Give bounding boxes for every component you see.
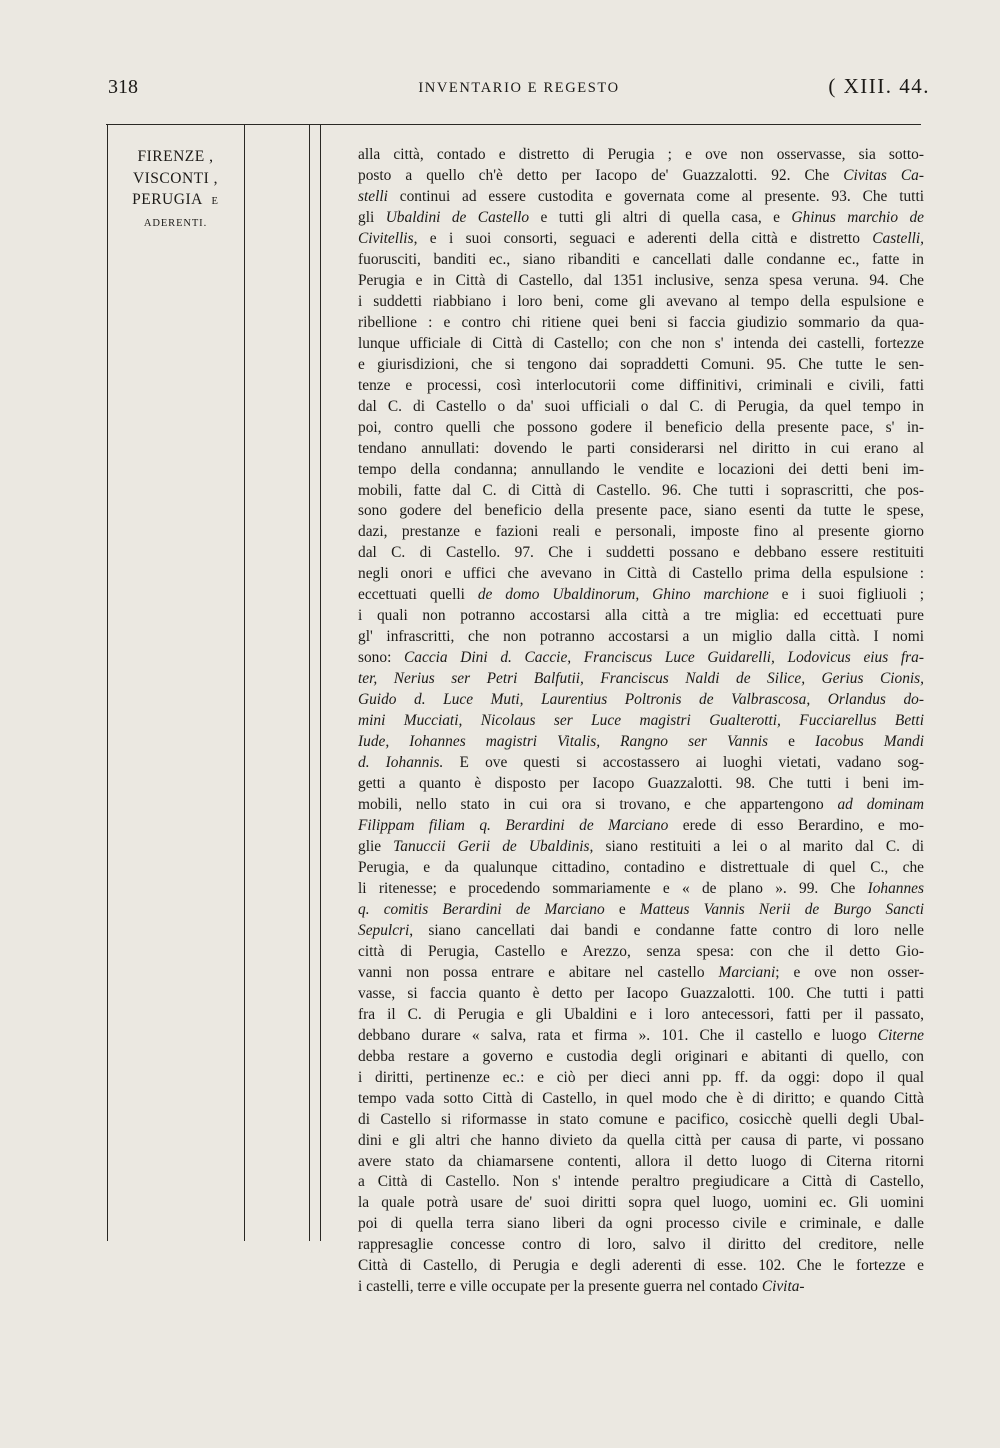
- text-line: li ritenesse; e procedendo sommariamente e « de plano ». 99. Che Iohannes: [358, 879, 924, 897]
- italic-text: Filippam filiam q. Berardini de Marciano: [358, 817, 669, 834]
- text-line: avere stato da chiamarsene contenti, allora il detto luogo di Citerna ritorni: [358, 1152, 924, 1170]
- text-line: a Città di Castello. Non s' intende peraltro pregiudicare a Città di Castello,: [358, 1173, 924, 1191]
- text-line: gli Ubaldini de Castello e tutti gli altri di quella casa, e Ghinus marchio de: [358, 208, 924, 226]
- text-line: fuorusciti, banditi ec., siano ribanditi e cancellati dalle condanne ec., fatte in: [358, 250, 924, 268]
- text-line: eccettuati quelli de domo Ubaldinorum, Ghino marchione e i suoi figliuoli ;: [358, 586, 924, 604]
- italic-text: Iacobus Mandi: [815, 733, 924, 751]
- italic-text: Citerne: [877, 1026, 924, 1044]
- left-column-rule: [107, 124, 108, 1241]
- text-line: di Castello si riformasse in stato comune e pacifico, cosicchè quelli degli Ubal-: [358, 1110, 924, 1128]
- text-line: i quali non potranno accostarsi alla città a tre miglia: ed eccettuati pure: [358, 607, 924, 625]
- text-line: q. comitis Berardini de Marciano e Matteus Vannis Nerii de Burgo Sancti: [358, 900, 925, 918]
- italic-text: Ubaldini de Castello: [385, 208, 530, 226]
- margin-heading-line: VISCONTI ,: [132, 169, 219, 187]
- margin-heading-line: FIRENZE ,: [137, 148, 214, 165]
- italic-text: stelli: [358, 187, 388, 205]
- header-rule: [106, 124, 921, 125]
- margin-heading: [107, 146, 244, 234]
- page-number: 318: [108, 76, 138, 98]
- margin-heading-line: [107, 189, 244, 213]
- text-line: Città di Castello, di Perugia e degli aderenti di esse. 102. Che le fortezze e: [358, 1257, 924, 1275]
- text-line: poi di quella terra siano liberi da ogni processo civile e criminale, e dalle: [358, 1215, 924, 1233]
- text-line: sono godere del beneficio della presente pace, siano esenti da tutte le spese,: [358, 502, 924, 520]
- margin-heading-word: PERUGIA: [132, 191, 203, 208]
- section-reference: ( XIII. 44.: [828, 74, 930, 98]
- text-line: [358, 711, 924, 732]
- page-header: [108, 74, 930, 106]
- text-line: sono: Caccia Dini d. Caccie, Franciscus Luce Guidarelli, Lodovicus eius fra-: [358, 649, 924, 667]
- margin-heading-line: ADERENTI.: [143, 217, 208, 229]
- body-text: [358, 145, 924, 1298]
- text-line: Iude, Iohannes magistri Vitalis, Rangno ser Vannis e Iacobus Mandi: [358, 733, 924, 751]
- text-line: mobili, nello stato in cui ora si trovano, e che appartengono ad dominam: [358, 796, 924, 814]
- text-line: i suddetti riabbiano i loro beni, come gli avevano al tempo della espulsione e: [358, 292, 924, 310]
- italic-text: Marciani: [718, 963, 776, 981]
- text-line: Filippam filiam q. Berardini de Marciano erede di esso Berardino, e mo-: [358, 817, 924, 834]
- italic-text: Civitas Ca-: [843, 166, 924, 184]
- text-line: la quale potrà usare de' suoi diritti sopra quel luogo, uomini ec. Gli uomini: [358, 1194, 924, 1212]
- text-line: dal C. di Castello o da' suoi ufficiali o dal C. di Perugia, da quel tempo in: [358, 397, 924, 415]
- running-title: INVENTARIO E REGESTO: [418, 80, 620, 96]
- italic-text: Guido d. Luce Muti, Laurentius Poltronis de Valbrascosa, Orlandus do-: [358, 691, 924, 709]
- text-line: Civitellis, e i suoi consorti, seguaci e aderenti della città e distretto Castelli,: [358, 229, 924, 247]
- text-line: tempo vada sotto Città di Castello, in quel modo che è di diritto; e quando Città: [358, 1089, 924, 1107]
- column-rule: [309, 124, 310, 1241]
- text-line: lunque ufficiale di Città di Castello; con che non s' intenda dei castelli, fortezze: [358, 334, 924, 352]
- text-line: posto a quello ch'è detto per Iacopo de' Guazzalotti. 92. Che Civitas Ca-: [358, 166, 924, 184]
- text-line: tenze e processi, così interlocutorii come diffinitivi, criminali e civili, fatti: [358, 376, 924, 394]
- text-line: Sepulcri, siano cancellati dai bandi e condanne fatte contro di loro nelle: [358, 921, 924, 939]
- text-line: [358, 690, 924, 711]
- text-line: dazi, prestanze e fazioni reali e personali, imposte fino al presente giorno: [358, 523, 924, 541]
- text-line: alla città, contado e distretto di Perugia ; e ove non osservasse, sia sotto-: [358, 146, 924, 163]
- text-line: gl' infrascritti, che non potranno accostarsi a un miglio dalla città. I nomi: [358, 628, 924, 646]
- text-line: glie Tanuccii Gerii de Ubaldinis, siano restituiti a lei o al marito dal C. di: [358, 837, 924, 855]
- column-rule: [320, 124, 321, 1241]
- text-line: Perugia, e da qualunque cittadino, contadino e distrettuale di quel C., che: [358, 858, 924, 876]
- text-line: debba restare a governo e custodia degli originari e abitanti di quello, con: [358, 1047, 924, 1065]
- italic-text: Civita-: [761, 1278, 805, 1296]
- italic-text: Castelli,: [872, 229, 924, 247]
- text-line: vanni non possa entrare e abitare nel castello Marciani; e ove non osser-: [358, 963, 924, 981]
- text-line: poi, contro quelli che possono godere il beneficio della presente pace, s' in-: [358, 418, 924, 436]
- text-line: i diritti, pertinenze ec.: e ciò per dieci anni pp. ff. da oggi: dopo il qual: [358, 1068, 924, 1086]
- text-line: mobili, fatte dal C. di Città di Castello. 96. Che tutti i soprascritti, che pos-: [358, 481, 924, 499]
- column-rule: [244, 124, 245, 1241]
- italic-text: Civitellis: [358, 229, 414, 247]
- italic-text: Tanuccii Gerii de Ubaldinis,: [393, 837, 594, 855]
- italic-text: de domo Ubaldinorum, Ghino marchione: [477, 586, 769, 604]
- text-line: negli onori e uffici che avevano in Città di Castello prima della espulsione :: [358, 565, 924, 583]
- text-line: Perugia e in Città di Castello, dal 1351 inclusive, senza spesa veruna. 94. Che: [358, 271, 924, 289]
- italic-text: ad dominam: [837, 796, 924, 814]
- italic-text: q. comitis Berardini de Marciano: [358, 900, 605, 918]
- italic-text: Sepulcri: [358, 921, 410, 939]
- text-line: vasse, si faccia quanto è detto per Iacopo Guazzalotti. 100. Che tutti i patti: [358, 984, 924, 1002]
- text-line: d. Iohannis. E ove questi si accostassero ai luoghi vietati, vadano sog-: [358, 754, 925, 772]
- text-line: tempo della condanna; annullando le vendite e locazioni dei detti beni im-: [358, 460, 924, 478]
- text-line: [358, 669, 924, 690]
- text-line: tendano annullati: dovendo le parti considerarsi nel diritto in cui erano al: [358, 439, 924, 457]
- italic-text: Ghinus marchio de: [791, 208, 924, 226]
- italic-text: Caccia Dini d. Caccie, Franciscus Luce Guidarelli, Lodovicus eius fra-: [404, 649, 924, 667]
- text-line: città di Perugia, Castello e Arezzo, senza spesa: con che il detto Gio-: [358, 942, 924, 960]
- text-line: fra il C. di Perugia e gli Ubaldini e i loro antecessori, fatti per il passato,: [358, 1005, 924, 1023]
- italic-text: Matteus Vannis Nerii de Burgo Sancti: [639, 900, 925, 918]
- text-line: stelli continui ad essere custodita e governata come al presente. 93. Che tutti: [358, 187, 924, 205]
- text-line: i castelli, terre e ville occupate per la presente guerra nel contado Civita-: [358, 1278, 805, 1296]
- italic-text: Iude, Iohannes magistri Vitalis, Rangno ser Vannis: [358, 733, 769, 751]
- italic-text: ter, Nerius ser Petri Balfutii, Franciscus Naldi de Silice, Gerius Cionis,: [358, 670, 924, 688]
- text-line: dini e gli altri che hanno divieto da quella città per causa di parte, vi possano: [358, 1131, 924, 1149]
- text-line: e giurisdizioni, che si tengono dai sopraddetti Comuni. 95. Che tutte le sen-: [358, 355, 924, 373]
- italic-text: mini Mucciati, Nicolaus ser Luce magistri Gualterotti, Fucciarellus Betti: [358, 712, 924, 730]
- text-line: debbano durare « salva, rata et firma ». 101. Che il castello e luogo Citerne: [358, 1026, 924, 1044]
- italic-text: Iohannes: [867, 879, 924, 897]
- italic-text: d. Iohannis.: [358, 754, 444, 772]
- text-line: rappresaglie concesse contro di loro, salvo il diritto del creditore, nelle: [358, 1236, 924, 1254]
- text-line: dal C. di Castello. 97. Che i suddetti possano e debbano essere restituiti: [358, 544, 924, 562]
- margin-heading-conjunction: E: [211, 196, 219, 207]
- text-line: getti a quanto è disposto per Iacopo Guazzalotti. 98. Che tutti i beni im-: [358, 775, 924, 793]
- text-line: ribellione : e contro chi ritiene quei beni si faccia giudizio sommario da qua-: [358, 313, 924, 331]
